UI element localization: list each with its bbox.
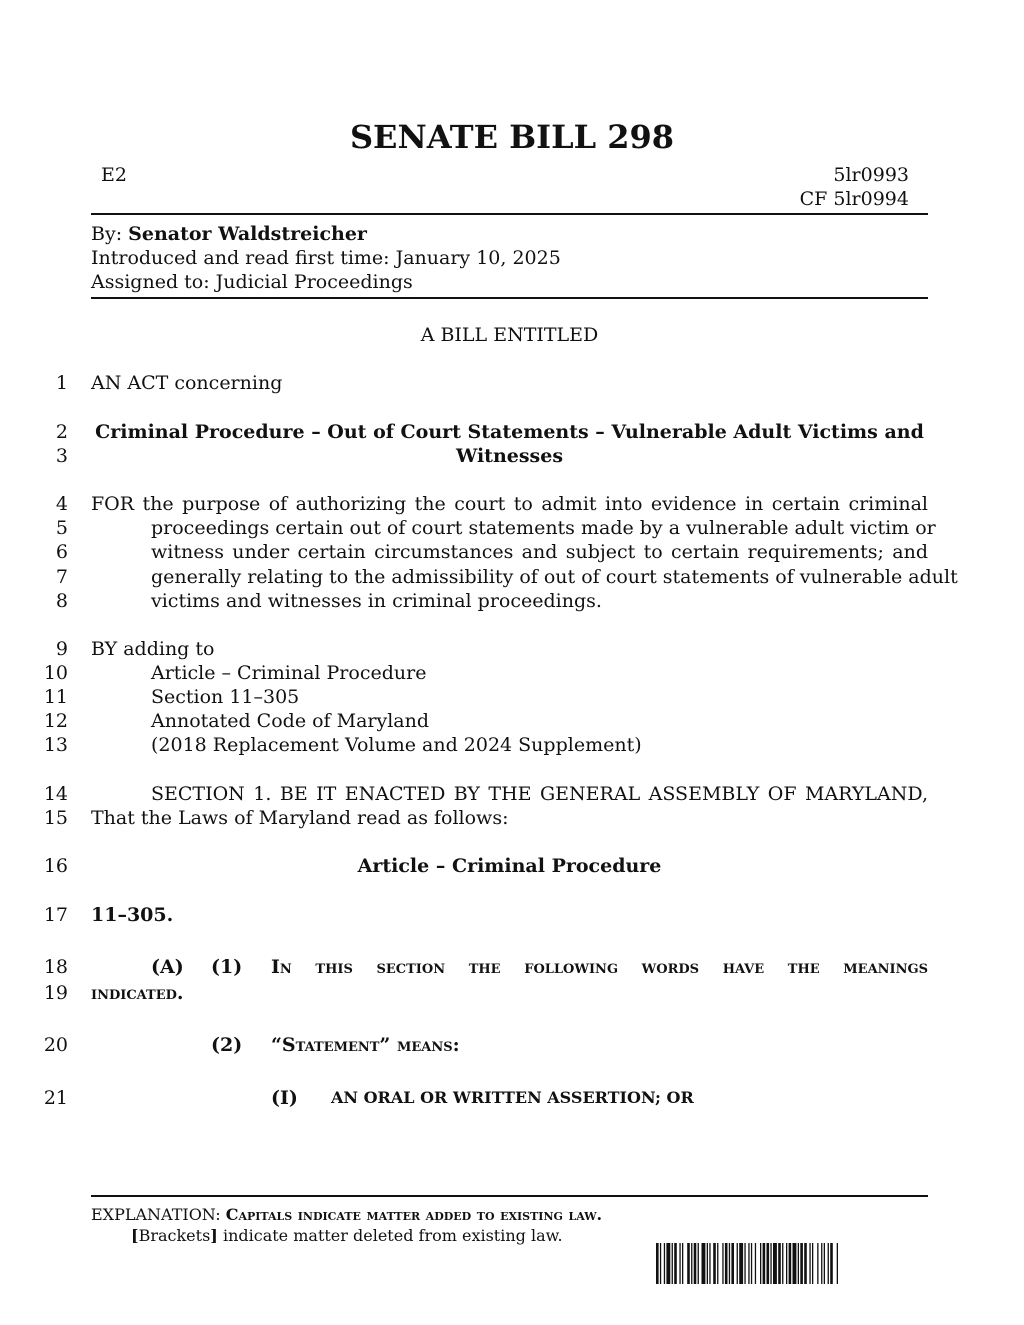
introduced-line: Introduced and read first time: January 10, 2025 xyxy=(91,247,561,269)
barcode-bar xyxy=(770,1243,771,1284)
brackets-rest: indicate matter deleted from existing law. xyxy=(217,1226,563,1245)
bracket-open: [ xyxy=(131,1226,139,1245)
line-number: 8 xyxy=(55,590,68,612)
barcode-bar xyxy=(830,1243,833,1284)
definitions-intro-cont: indicated. xyxy=(91,982,184,1004)
definitions-intro: In this section the following words have the meanings xyxy=(271,956,928,978)
bracket-close: ] xyxy=(210,1226,218,1245)
bill-entitled: A BILL ENTITLED xyxy=(420,324,599,346)
item-i-text: AN ORAL OR WRITTEN ASSERTION; OR xyxy=(331,1088,694,1107)
barcode-bar xyxy=(656,1243,659,1284)
barcode-bar xyxy=(751,1243,752,1284)
barcode-bar xyxy=(793,1243,797,1284)
paragraph-1-label: (1) xyxy=(211,956,243,978)
barcode-bar xyxy=(786,1243,787,1284)
barcode-bar xyxy=(682,1243,683,1284)
purpose-line: FOR the purpose of authorizing the court to admit into evidence in certain criminal xyxy=(91,493,928,515)
purpose-line: witness under certain circumstances and subject to certain requirements; and xyxy=(151,541,928,563)
line-number: 9 xyxy=(55,638,68,660)
by-volume: (2018 Replacement Volume and 2024 Supplement) xyxy=(151,734,642,756)
barcode-bar xyxy=(798,1243,799,1284)
explanation-capitals: Capitals indicate matter added to existing law. xyxy=(225,1205,603,1224)
line-number: 17 xyxy=(43,904,68,926)
bill-short-title-line-2: Witnesses xyxy=(455,445,564,467)
section-number: 11–305. xyxy=(91,904,174,926)
barcode-bar xyxy=(778,1243,781,1284)
line-number: 2 xyxy=(55,421,68,443)
explanation-label: EXPLANATION: xyxy=(91,1205,226,1224)
barcode-bar xyxy=(666,1243,670,1284)
header-rule-bottom xyxy=(91,297,928,299)
sponsor-line xyxy=(91,222,367,246)
line-number: 1 xyxy=(55,372,68,394)
barcode-bar xyxy=(687,1243,690,1284)
barcode-bar xyxy=(828,1243,829,1284)
barcode-bar xyxy=(709,1243,710,1284)
line-number: 14 xyxy=(43,783,68,805)
line-number: 19 xyxy=(43,982,68,1004)
barcode-bar xyxy=(679,1243,680,1284)
line-number: 20 xyxy=(43,1034,68,1056)
statement-definition: “Statement” means: xyxy=(271,1034,460,1056)
barcode-bar xyxy=(664,1243,665,1284)
by-section: Section 11–305 xyxy=(151,686,300,708)
enacting-clause-cont: That the Laws of Maryland read as follows: xyxy=(91,807,509,829)
enacting-clause: SECTION 1. BE IT ENACTED BY THE GENERAL ASSEMBLY OF MARYLAND, xyxy=(151,783,928,805)
barcode-bar xyxy=(763,1243,766,1284)
barcode-image xyxy=(656,1243,906,1284)
line-number: 4 xyxy=(55,493,68,515)
barcode-bar xyxy=(731,1243,734,1284)
line-number: 18 xyxy=(43,956,68,978)
purpose-line: generally relating to the admissibility of out of court statements of vulnerable adult xyxy=(151,566,958,588)
barcode-bar xyxy=(809,1243,810,1284)
barcode-bar xyxy=(760,1243,761,1284)
barcode-bar xyxy=(821,1243,822,1284)
barcode-bar xyxy=(660,1243,661,1284)
line-number: 12 xyxy=(43,710,68,732)
brackets-word: Brackets xyxy=(138,1226,211,1245)
barcode-bar xyxy=(713,1243,716,1284)
by-label: By: xyxy=(91,223,129,245)
explanation-line xyxy=(91,1205,602,1225)
barcode-bar xyxy=(707,1243,708,1284)
line-number: 21 xyxy=(43,1087,68,1109)
barcode-bar xyxy=(767,1243,770,1284)
barcode-bar xyxy=(773,1243,777,1284)
cross-file-number: CF 5lr0994 xyxy=(799,188,909,210)
barcode-bar xyxy=(702,1243,706,1284)
subsection-a-label: (A) xyxy=(151,956,184,978)
by-article: Article – Criminal Procedure xyxy=(151,662,427,684)
subject-code: E2 xyxy=(101,164,127,186)
header-rule-top xyxy=(91,213,928,215)
barcode-bar xyxy=(817,1243,818,1284)
barcode-bar xyxy=(698,1243,699,1284)
line-number: 10 xyxy=(43,662,68,684)
purpose-line: victims and witnesses in criminal proceedings. xyxy=(151,590,602,612)
line-number: 15 xyxy=(43,807,68,829)
barcode-bar xyxy=(717,1243,718,1284)
barcode-bar xyxy=(824,1243,825,1284)
barcode-bar xyxy=(672,1243,673,1284)
item-i-label: (I) xyxy=(271,1087,298,1109)
line-number: 6 xyxy=(55,541,68,563)
barcode-bar xyxy=(674,1243,677,1284)
bill-title: SENATE BILL 298 xyxy=(349,118,675,156)
barcode-bar xyxy=(737,1243,738,1284)
line-number: 3 xyxy=(55,445,68,467)
assigned-line: Assigned to: Judicial Proceedings xyxy=(91,271,413,293)
barcode-bar xyxy=(691,1243,692,1284)
line-number: 5 xyxy=(55,517,68,539)
barcode-bar xyxy=(837,1243,838,1284)
bill-short-title-line-1: Criminal Procedure – Out of Court Statements – Vulnerable Adult Victims and xyxy=(95,421,924,443)
barcode-bar xyxy=(782,1243,783,1284)
footer-rule xyxy=(91,1195,928,1197)
act-concerning: AN ACT concerning xyxy=(91,372,283,394)
paragraph-2-label: (2) xyxy=(211,1034,243,1056)
barcode-bar xyxy=(694,1243,697,1284)
brackets-line xyxy=(131,1226,563,1246)
barcode-bar xyxy=(744,1243,745,1284)
barcode-bar xyxy=(789,1243,792,1284)
barcode-bar xyxy=(725,1243,728,1284)
barcode-bar xyxy=(812,1243,813,1284)
article-heading: Article – Criminal Procedure xyxy=(357,855,662,877)
by-code: Annotated Code of Maryland xyxy=(151,710,430,732)
lr-number: 5lr0993 xyxy=(833,164,909,186)
line-number: 11 xyxy=(43,686,68,708)
barcode-bar xyxy=(729,1243,730,1284)
line-number: 7 xyxy=(55,566,68,588)
sponsor-name: Senator Waldstreicher xyxy=(128,223,367,245)
by-adding: BY adding to xyxy=(91,638,215,660)
barcode-bar xyxy=(804,1243,807,1284)
line-number: 16 xyxy=(43,855,68,877)
barcode-bar xyxy=(800,1243,803,1284)
line-number: 13 xyxy=(43,734,68,756)
barcode-bar xyxy=(722,1243,723,1284)
barcode-bar xyxy=(739,1243,743,1284)
barcode-bar xyxy=(748,1243,749,1284)
purpose-line: proceedings certain out of court statements made by a vulnerable adult victim or xyxy=(151,517,936,539)
barcode-bar xyxy=(755,1243,756,1284)
